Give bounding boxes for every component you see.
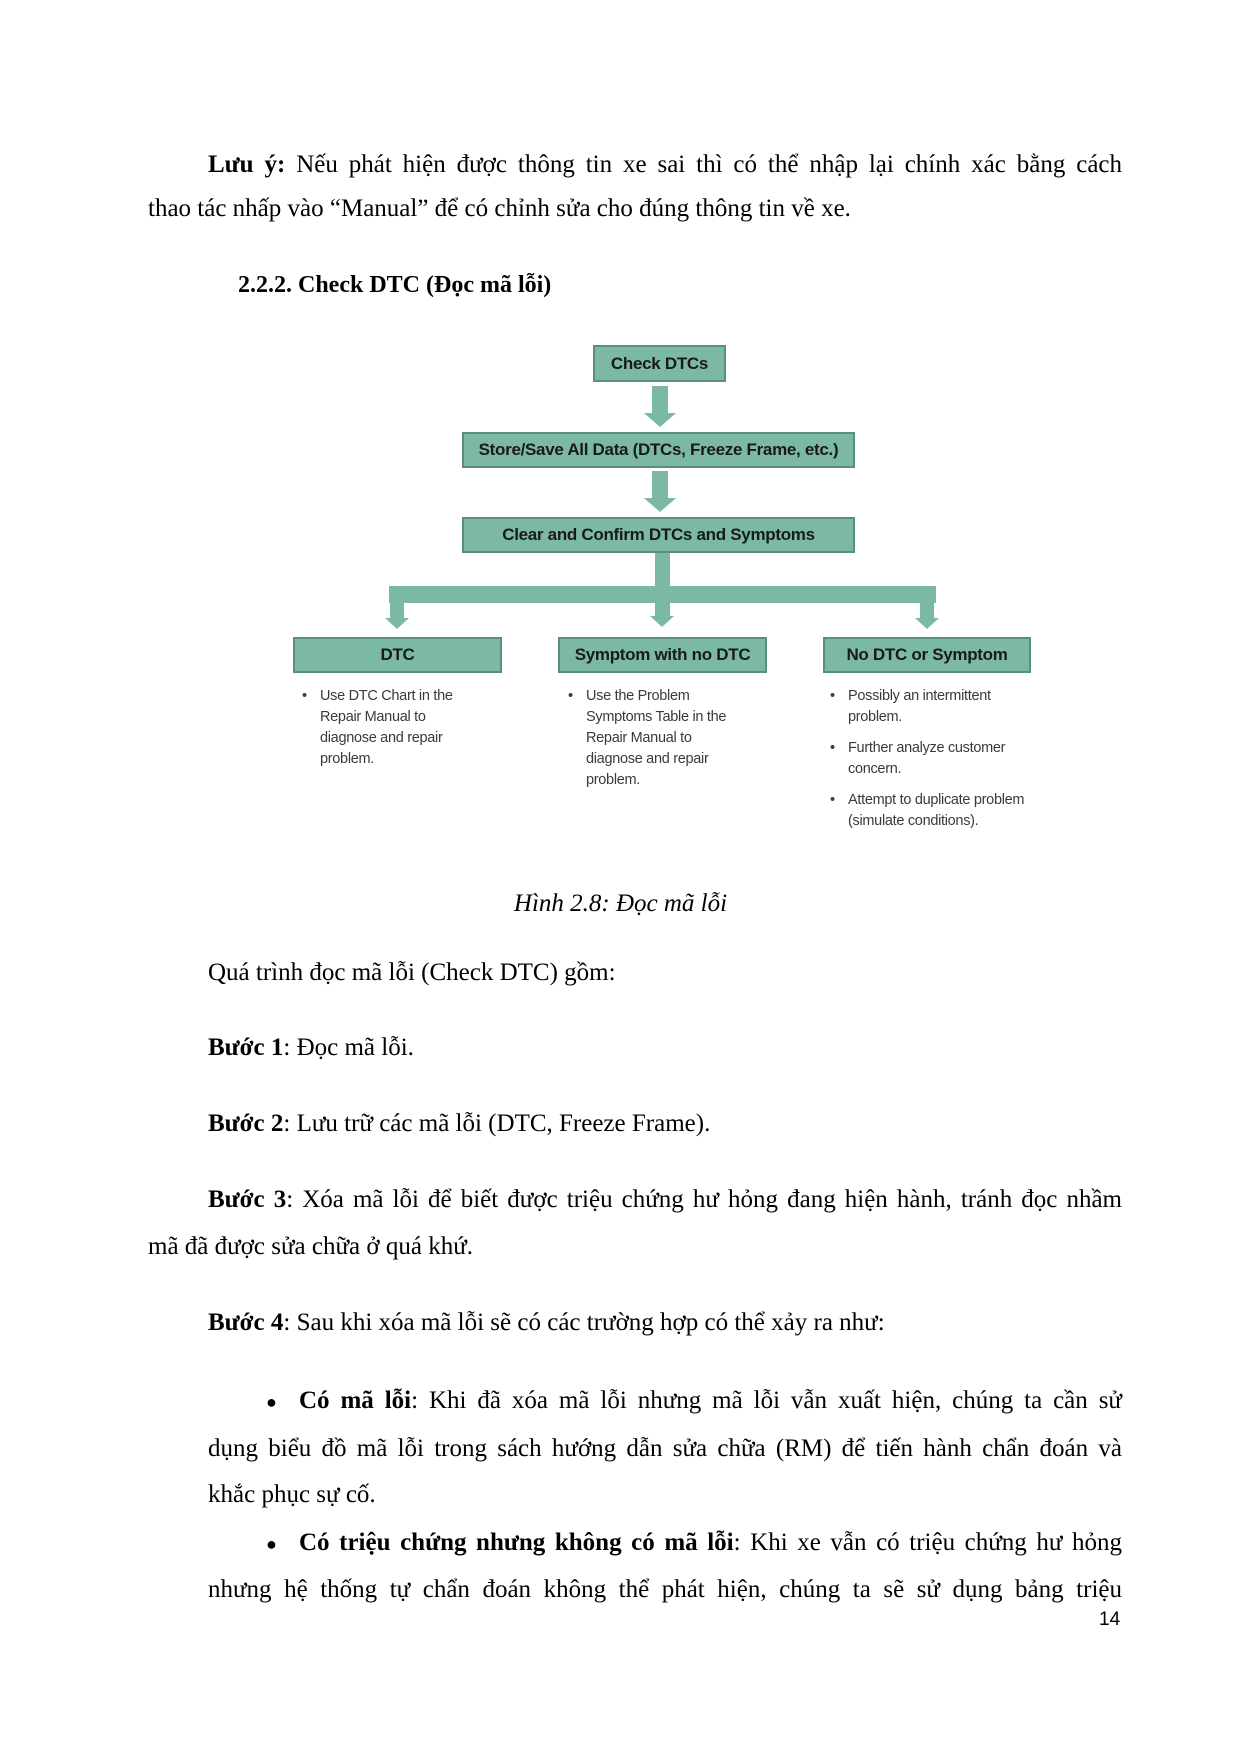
arrow-stem-2 [652,471,668,499]
arrow-down-icon [644,498,676,512]
case-2: Có triệu chứng nhưng không có mã lỗi: Khi xe vẫn có triệu chứng hư hỏng [299,1529,1122,1556]
list-item: • Further analyze customer concern. [830,740,1006,777]
flow-box-symptom-no-dtc: Symptom with no DTC [558,637,767,673]
arrow-down-icon [385,618,409,629]
branch-stem [655,553,670,589]
step-3: Bước 3: Xóa mã lỗi để biết được triệu chứng hư hỏng đang hiện hành, tránh đọc nhầm [208,1186,1122,1213]
step-1: Bước 1: Đọc mã lỗi. [208,1034,414,1061]
arrow-stem-1 [652,386,668,414]
flow-box-dtc: DTC [293,637,502,673]
arrow-down-icon [915,618,939,629]
case-2-continued-1: nhưng hệ thống tự chẩn đoán không thể phát hiện, chúng ta sẽ sử dụng bảng triệu [208,1576,1122,1603]
arrow-down-icon [644,413,676,427]
arrow-down-icon [650,616,674,627]
step-3-continued: mã đã được sửa chữa ở quá khứ. [148,1233,473,1260]
page-number: 14 [1099,1609,1121,1630]
branch-left-stem [390,603,404,619]
list-item: • Use the Problem Symptoms Table in the Repair Manual to diagnose and repair problem. [568,688,727,788]
step-4: Bước 4: Sau khi xóa mã lỗi sẽ có các trường hợp có thể xảy ra như: [208,1309,885,1336]
step-2: Bước 2: Lưu trữ các mã lỗi (DTC, Freeze Frame). [208,1110,711,1137]
bullet-icon: ● [266,1392,277,1412]
note-label: Lưu ý: [208,151,286,178]
case-1-continued-1: dụng biểu đồ mã lỗi trong sách hướng dẫn sửa chữa (RM) để tiến hành chẩn đoán và [208,1435,1122,1462]
branch-bar [389,586,936,603]
figure-caption: Hình 2.8: Đọc mã lỗi [513,890,728,917]
flow-box-clear-confirm: Clear and Confirm DTCs and Symptoms [462,517,855,553]
branch-mid-stem [655,603,670,617]
note-line-2: thao tác nhấp vào “Manual” để có chỉnh sửa cho đúng thông tin về xe. [148,195,851,222]
no-dtc-branch-notes [830,686,1030,842]
flow-box-check-dtcs: Check DTCs [593,345,726,382]
section-heading: 2.2.2. Check DTC (Đọc mã lỗi) [238,272,552,298]
case-1-continued-2: khắc phục sự cố. [208,1481,376,1508]
list-item: • Attempt to duplicate problem (simulate conditions). [830,792,1025,829]
note-line-1: Lưu ý: Nếu phát hiện được thông tin xe sai thì có thể nhập lại chính xác bằng cách [208,151,1123,178]
dtc-branch-notes [302,686,462,780]
case-1: Có mã lỗi: Khi đã xóa mã lỗi nhưng mã lỗi vẫn xuất hiện, chúng ta cần sử [299,1387,1122,1414]
list-item: • Possibly an intermittent problem. [830,688,991,725]
list-item: • Use DTC Chart in the Repair Manual to diagnose and repair problem. [302,688,453,767]
bullet-icon: ● [266,1534,277,1554]
flow-box-no-dtc-or-symptom: No DTC or Symptom [823,637,1031,673]
symptom-branch-notes [568,686,736,801]
branch-right-stem [920,603,934,619]
intro-line: Quá trình đọc mã lỗi (Check DTC) gồm: [208,959,616,986]
flow-box-store-save: Store/Save All Data (DTCs, Freeze Frame, etc.) [462,432,855,468]
